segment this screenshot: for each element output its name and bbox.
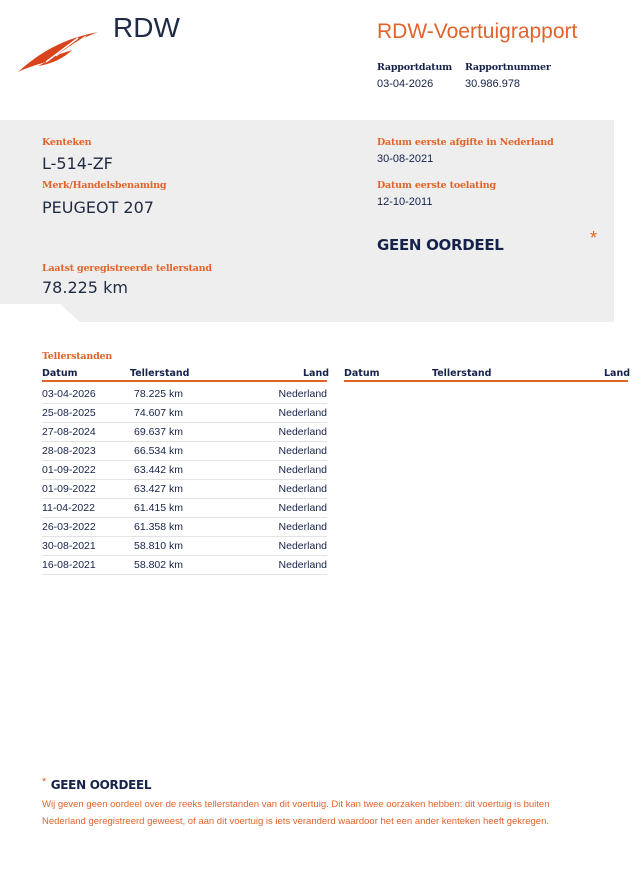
table-header-rule-right [344,380,628,382]
table-row [42,384,327,404]
row-reading: 74.607 km [134,407,184,419]
footnote-title: GEEN OORDEEL [50,778,152,792]
row-date: 28-08-2023 [42,445,96,457]
row-country: Nederland [278,464,327,476]
make-value: PEUGEOT 207 [42,198,154,217]
row-reading: 61.358 km [134,521,184,533]
row-date: 03-04-2026 [42,388,96,400]
report-date-label: Rapportdatum [377,62,453,73]
table-row [42,422,327,442]
brand-name: RDW [113,12,180,43]
footnote-text: Wij geven geen oordeel over de reeks tellerstanden van dit voertuig. Dit kan twee oorzaken hebben: dit voertuig is buiten Nederland geregistreerd geweest, of aan dit voertuig is iets veranderd waardoor het een ander kenteken heeft gekregen. [42,799,550,827]
make-label: Merk/Handelsbenaming [42,180,167,191]
table-row [42,498,327,518]
last-odometer-label: Laatst geregistreerde tellerstand [42,263,212,274]
footnote-heading [42,776,151,794]
table-row [42,536,327,556]
report-number-label: Rapportnummer [465,62,551,73]
row-country: Nederland [278,445,327,457]
col-reading-header: Tellerstand [130,368,190,379]
row-country: Nederland [278,407,327,419]
row-reading: 66.534 km [134,445,184,457]
row-reading: 78.225 km [134,388,184,400]
row-date: 11-04-2022 [42,502,95,514]
col-date-header: Datum [42,368,78,379]
row-country: Nederland [278,483,327,495]
row-country: Nederland [278,502,327,514]
col-date-header-right: Datum [344,368,380,379]
row-date: 01-09-2022 [42,483,96,495]
row-country: Nederland [278,559,327,571]
last-odometer-value: 78.225 km [42,278,128,297]
row-country: Nederland [278,388,327,400]
table-row [42,479,327,499]
col-country-header-right: Land [604,368,631,379]
first-admission-label: Datum eerste toelating [377,180,496,191]
row-date: 25-08-2025 [42,407,96,419]
row-reading: 63.442 km [134,464,184,476]
report-date: 03-04-2026 [377,78,434,90]
row-reading: 63.427 km [134,483,184,495]
table-row [42,517,327,537]
report-title: RDW-Voertuigrapport [377,20,578,43]
row-reading: 58.802 km [134,559,184,571]
first-admission-value: 12-10-2011 [377,196,433,208]
plate-value: L-514-ZF [42,154,113,173]
table-row [42,555,327,575]
table-header-rule [42,380,327,382]
row-country: Nederland [278,540,327,552]
rdw-logo-icon [16,28,102,74]
row-date: 30-08-2021 [42,540,96,552]
odometer-section-title: Tellerstanden [42,351,113,362]
plate-label: Kenteken [42,137,92,148]
row-date: 26-03-2022 [42,521,96,533]
row-reading: 61.415 km [134,502,184,514]
first-nl-label: Datum eerste afgifte in Nederland [377,137,554,148]
first-nl-value: 30-08-2021 [377,153,434,165]
row-date: 27-08-2024 [42,426,96,438]
table-row [42,441,327,461]
row-country: Nederland [278,426,327,438]
row-date: 01-09-2022 [42,464,96,476]
verdict-text: GEEN OORDEEL [377,236,504,254]
row-reading: 69.637 km [134,426,184,438]
col-reading-header-right: Tellerstand [432,368,492,379]
table-row [42,403,327,423]
report-number: 30.986.978 [465,78,521,90]
row-country: Nederland [278,521,327,533]
col-country-header: Land [303,368,330,379]
row-reading: 58.810 km [134,540,184,552]
verdict-asterisk: * [590,228,598,248]
table-row [42,460,327,480]
footnote-asterisk: * [42,776,47,788]
row-date: 16-08-2021 [42,559,96,571]
